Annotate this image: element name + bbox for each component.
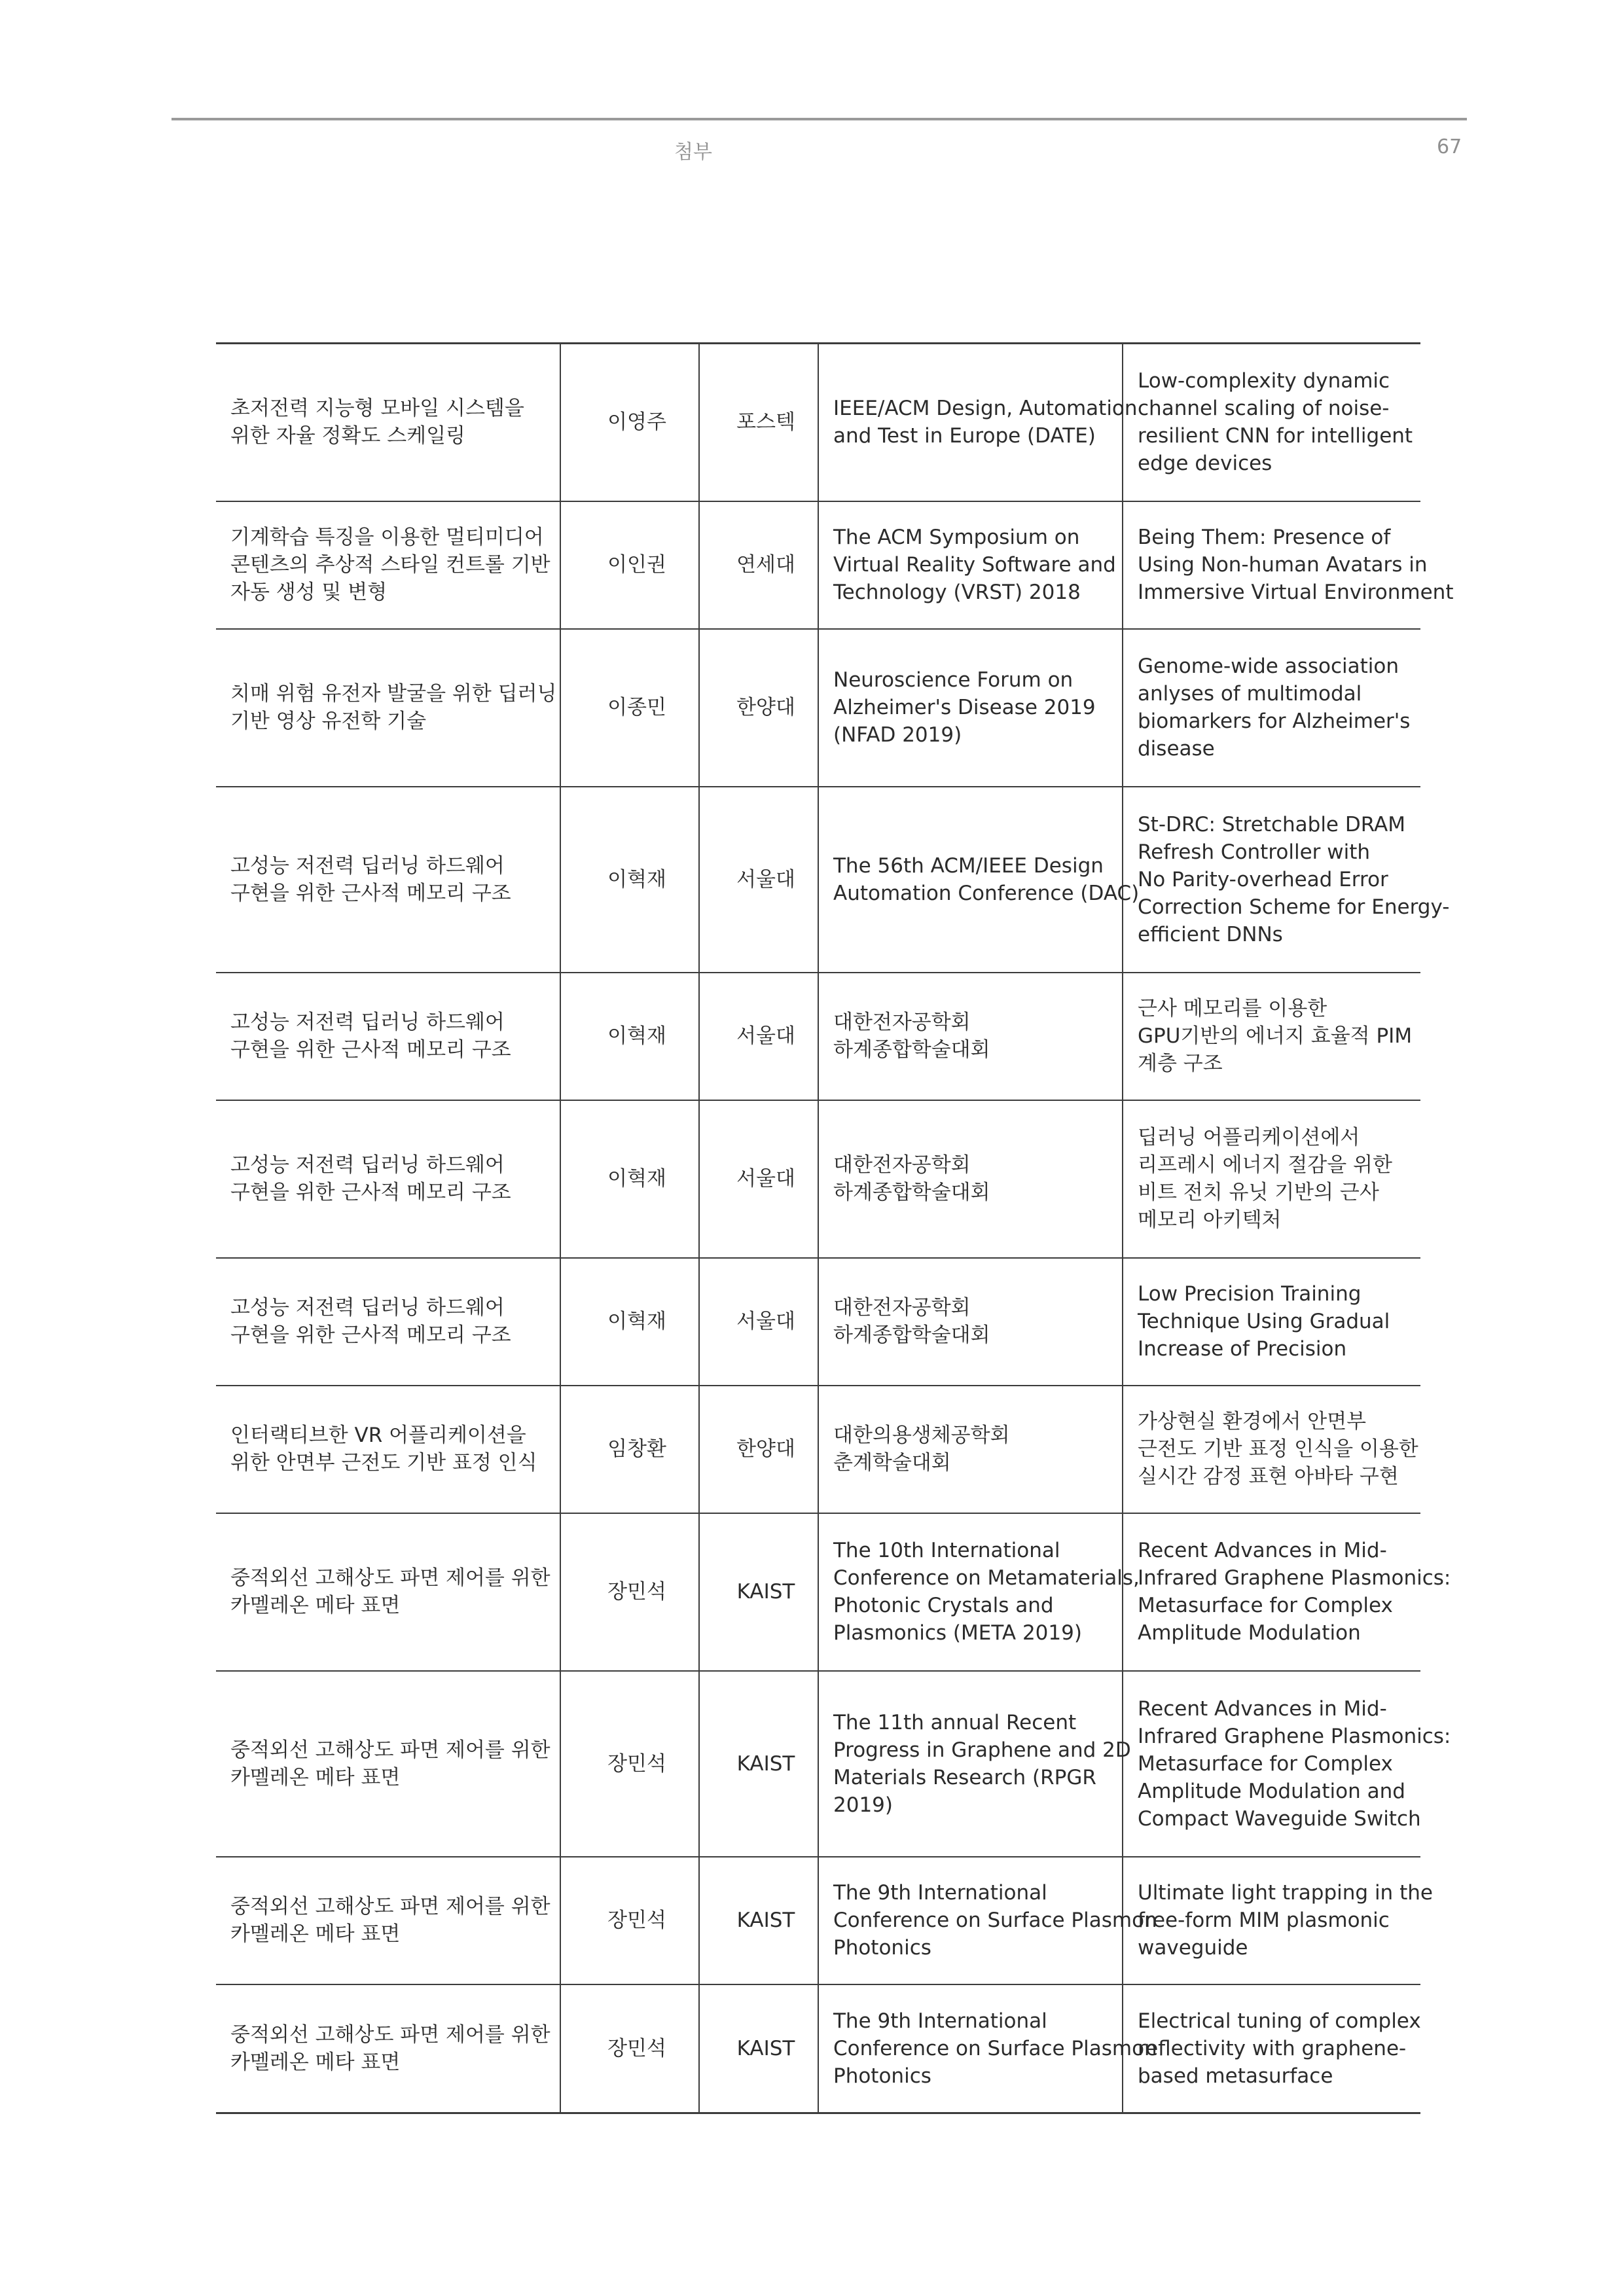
researcher-name: 이영주 [560, 344, 699, 501]
conference-name-line: 대한의용생체공학회 [833, 1424, 1010, 1447]
paper-title-line: resilient CNN for intelligent [1138, 424, 1413, 448]
conference-name-line: Virtual Reality Software and [833, 553, 1116, 577]
project-title [216, 1857, 560, 1984]
paper-title-line: Recent Advances in Mid- [1138, 1696, 1387, 1721]
conference-name-line: The 9th International [833, 1881, 1047, 1905]
conference-name-line: The 10th International [833, 1539, 1060, 1562]
paper-title-line: Compact Waveguide Switch [1138, 1806, 1421, 1831]
project-title [216, 973, 560, 1100]
conference-name-line: IEEE/ACM Design, Automation [833, 397, 1138, 421]
paper-title-line: reflectivity with graphene- [1138, 2036, 1407, 2060]
project-title [216, 1258, 560, 1386]
paper-title-line: Metasurface for Complex [1138, 1594, 1393, 1617]
conference-name [818, 1857, 1157, 1984]
paper-title-line: Correction Scheme for Energy- [1138, 895, 1450, 919]
table-row [216, 1386, 1420, 1513]
project-title-line: 중적외선 고해상도 파면 제어를 위한 [230, 1738, 550, 1762]
university: 서울대 [699, 1100, 818, 1258]
conference-name-line: 대한전자공학회 [833, 1153, 971, 1177]
table-row [216, 1100, 1420, 1258]
project-title-line: 기반 영상 유전학 기술 [230, 709, 427, 733]
awards-table [216, 342, 1454, 2114]
university: KAIST [699, 1857, 818, 1984]
conference-name-line: Photonics [833, 1936, 931, 1960]
awards-table-body [216, 344, 1454, 2113]
project-title-line: 카멜레온 메타 표면 [230, 1594, 401, 1617]
paper-title-line: Ultimate light trapping in the [1138, 1881, 1433, 1905]
project-title-line: 중적외선 고해상도 파면 제어를 위한 [230, 2022, 550, 2047]
paper-title-line: Electrical tuning of complex [1138, 2009, 1421, 2033]
table-row [216, 1258, 1420, 1386]
project-title [216, 1513, 560, 1671]
project-title-line: 초저전력 지능형 모바일 시스템을 [230, 397, 524, 421]
conference-name-line: and Test in Europe (DATE) [833, 424, 1096, 448]
paper-title-line: disease [1138, 737, 1215, 761]
conference-name [818, 629, 1123, 787]
conference-name-line: Conference on Surface Plasmon [833, 1909, 1157, 1932]
conference-name-line: The 9th International [833, 2009, 1047, 2033]
conference-name-line: 대한전자공학회 [833, 1296, 971, 1319]
university: 포스텍 [699, 344, 818, 501]
project-title-line: 위한 자율 정확도 스케일링 [230, 424, 465, 448]
conference-name-line: Conference on Surface Plasmon [833, 2036, 1157, 2060]
paper-title [1123, 787, 1450, 973]
paper-title-line: anlyses of multimodal [1138, 682, 1362, 706]
conference-name-line: 하계종합학술대회 [833, 1323, 990, 1347]
project-title [216, 1386, 560, 1513]
paper-title-line: biomarkers for Alzheimer's [1138, 709, 1411, 733]
university: KAIST [699, 1671, 818, 1857]
conference-name-line: Photonics [833, 2064, 931, 2088]
conference-name-line: Progress in Graphene and 2D [833, 1738, 1131, 1762]
project-title-line: 고성능 저전력 딥러닝 하드웨어 [230, 853, 505, 878]
project-title-line: 구현을 위한 근사적 메모리 구조 [230, 881, 511, 905]
paper-title-line: Infrared Graphene Plasmonics: [1138, 1566, 1451, 1590]
conference-name-line: Conference on Metamaterials, [833, 1566, 1140, 1590]
table-row [216, 1513, 1420, 1671]
paper-title-line: Being Them: Presence of [1138, 526, 1391, 549]
project-title-line: 구현을 위한 근사적 메모리 구조 [230, 1181, 511, 1204]
paper-title [1123, 1386, 1420, 1513]
conference-name [818, 1386, 1123, 1513]
conference-name [818, 787, 1140, 973]
conference-name-line: The 56th ACM/IEEE Design [833, 853, 1104, 878]
project-title-line: 카멜레온 메타 표면 [230, 1922, 401, 1946]
project-title-line: 중적외선 고해상도 파면 제어를 위한 [230, 1566, 550, 1590]
paper-title-line: free-form MIM plasmonic [1138, 1909, 1390, 1932]
university: 서울대 [699, 973, 818, 1100]
conference-name-line: Alzheimer's Disease 2019 [833, 696, 1096, 719]
project-title-line: 고성능 저전력 딥러닝 하드웨어 [230, 1296, 505, 1319]
conference-name-line: Photonic Crystals and [833, 1594, 1054, 1617]
table-row [216, 1984, 1420, 2113]
table-row [216, 973, 1420, 1100]
university: 연세대 [699, 501, 818, 629]
conference-name [818, 973, 1123, 1100]
paper-title [1123, 1857, 1433, 1984]
paper-title-line: 근전도 기반 표정 인식을 이용한 [1138, 1437, 1418, 1461]
paper-title-line: 실시간 감정 표현 아바타 구현 [1138, 1465, 1399, 1488]
conference-name-line: The ACM Symposium on [833, 526, 1080, 549]
paper-title-line: 리프레시 에너지 절감을 위한 [1138, 1153, 1392, 1177]
project-title [216, 1100, 560, 1258]
researcher-name: 장민석 [560, 1857, 699, 1984]
conference-name [818, 501, 1123, 629]
paper-title-line: Recent Advances in Mid- [1138, 1539, 1387, 1562]
paper-title [1123, 1513, 1451, 1671]
conference-name [818, 1258, 1123, 1386]
project-title [216, 1671, 560, 1857]
university: KAIST [699, 1513, 818, 1671]
conference-name-line: Technology (VRST) 2018 [833, 581, 1081, 604]
paper-title-line: Metasurface for Complex [1138, 1751, 1393, 1776]
researcher-name: 장민석 [560, 1513, 699, 1671]
conference-name [818, 1100, 1123, 1258]
paper-title-line: 비트 전치 유닛 기반의 근사 [1138, 1181, 1379, 1204]
paper-title [1123, 501, 1454, 629]
paper-title [1123, 1100, 1420, 1258]
project-title [216, 787, 560, 973]
paper-title-line: GPU기반의 에너지 효율적 PIM [1138, 1024, 1413, 1048]
paper-title-line: Genome-wide association [1138, 655, 1399, 678]
table-row [216, 344, 1420, 501]
paper-title-line: Amplitude Modulation and [1138, 1779, 1405, 1803]
paper-title [1123, 344, 1420, 501]
project-title-line: 카멜레온 메타 표면 [230, 2050, 401, 2074]
project-title [216, 501, 560, 629]
conference-name [818, 1984, 1157, 2113]
table-row [216, 1671, 1420, 1857]
paper-title-line: 근사 메모리를 이용한 [1138, 997, 1327, 1020]
project-title [216, 344, 560, 501]
paper-title [1123, 629, 1420, 787]
paper-title-line: Low Precision Training [1138, 1282, 1362, 1306]
project-title-line: 인터랙티브한 VR 어플리케이션을 [230, 1424, 526, 1447]
researcher-name: 장민석 [560, 1984, 699, 2113]
university: 한양대 [699, 1386, 818, 1513]
researcher-name: 장민석 [560, 1671, 699, 1857]
researcher-name: 이혁재 [560, 973, 699, 1100]
paper-title-line: waveguide [1138, 1936, 1248, 1960]
paper-title-line: Increase of Precision [1138, 1337, 1347, 1361]
table-row [216, 1857, 1420, 1984]
project-title-line: 고성능 저전력 딥러닝 하드웨어 [230, 1011, 505, 1034]
researcher-name: 임창환 [560, 1386, 699, 1513]
researcher-name: 이인권 [560, 501, 699, 629]
header-rule [171, 118, 1467, 120]
conference-name-line: Materials Research (RPGR [833, 1765, 1096, 1789]
project-title [216, 629, 560, 787]
conference-name [818, 344, 1138, 501]
paper-title-line: edge devices [1138, 452, 1272, 476]
university: 서울대 [699, 1258, 818, 1386]
table-row [216, 501, 1420, 629]
conference-name-line: 하계종합학술대회 [833, 1181, 990, 1204]
conference-name-line: Neuroscience Forum on [833, 668, 1074, 692]
conference-name-line: The 11th annual Recent [833, 1710, 1077, 1734]
paper-title-line: No Parity-overhead Error [1138, 867, 1388, 891]
conference-name-line: 춘계학술대회 [833, 1451, 951, 1475]
paper-title-line: efficient DNNs [1138, 922, 1283, 946]
paper-title-line: channel scaling of noise- [1138, 397, 1390, 421]
paper-title [1123, 973, 1420, 1100]
paper-title [1123, 1671, 1451, 1857]
paper-title-line: 계층 구조 [1138, 1052, 1223, 1075]
conference-name-line: Automation Conference (DAC) [833, 881, 1140, 905]
paper-title-line: St-DRC: Stretchable DRAM [1138, 812, 1405, 836]
table-row [216, 629, 1420, 787]
project-title-line: 중적외선 고해상도 파면 제어를 위한 [230, 1895, 550, 1918]
university: 한양대 [699, 629, 818, 787]
paper-title-line: 메모리 아키텍처 [1138, 1208, 1282, 1232]
researcher-name: 이혁재 [560, 1258, 699, 1386]
project-title-line: 치매 위험 유전자 발굴을 위한 딥러닝 [230, 682, 557, 706]
conference-name-line: 하계종합학술대회 [833, 1038, 990, 1062]
paper-title-line: Technique Using Gradual [1138, 1310, 1390, 1333]
project-title-line: 고성능 저전력 딥러닝 하드웨어 [230, 1153, 505, 1177]
project-title-line: 구현을 위한 근사적 메모리 구조 [230, 1038, 511, 1062]
conference-name [818, 1671, 1131, 1857]
paper-title-line: 딥러닝 어플리케이션에서 [1138, 1126, 1360, 1149]
paper-title-line: Using Non-human Avatars in [1138, 553, 1428, 577]
researcher-name: 이혁재 [560, 1100, 699, 1258]
project-title-line: 기계학습 특징을 이용한 멀티미디어 [230, 526, 544, 549]
paper-title-line: Low-complexity dynamic [1138, 369, 1390, 393]
project-title [216, 1984, 560, 2113]
researcher-name: 이종민 [560, 629, 699, 787]
university: 서울대 [699, 787, 818, 973]
conference-name [818, 1513, 1140, 1671]
project-title-line: 카멜레온 메타 표면 [230, 1765, 401, 1789]
project-title-line: 자동 생성 및 변형 [230, 581, 388, 604]
conference-name-line: 대한전자공학회 [833, 1011, 971, 1034]
project-title-line: 위한 안면부 근전도 기반 표정 인식 [230, 1451, 537, 1475]
page-number: 67 [1437, 135, 1462, 158]
conference-name-line: 2019) [833, 1793, 893, 1817]
conference-name-line: (NFAD 2019) [833, 723, 962, 747]
paper-title-line: Refresh Controller with [1138, 840, 1371, 864]
table-row [216, 787, 1420, 973]
project-title-line: 구현을 위한 근사적 메모리 구조 [230, 1323, 511, 1347]
paper-title [1123, 1984, 1420, 2113]
section-label: 첨부 [674, 141, 712, 164]
paper-title-line: Immersive Virtual Environment [1138, 581, 1454, 604]
paper-title [1123, 1258, 1420, 1386]
paper-title-line: Amplitude Modulation [1138, 1621, 1361, 1645]
conference-name-line: Plasmonics (META 2019) [833, 1621, 1082, 1645]
researcher-name: 이혁재 [560, 787, 699, 973]
university: KAIST [699, 1984, 818, 2113]
project-title-line: 콘텐츠의 추상적 스타일 컨트롤 기반 [230, 553, 550, 577]
paper-title-line: 가상현실 환경에서 안면부 [1138, 1410, 1367, 1433]
paper-title-line: Infrared Graphene Plasmonics: [1138, 1724, 1451, 1748]
paper-title-line: based metasurface [1138, 2064, 1333, 2088]
